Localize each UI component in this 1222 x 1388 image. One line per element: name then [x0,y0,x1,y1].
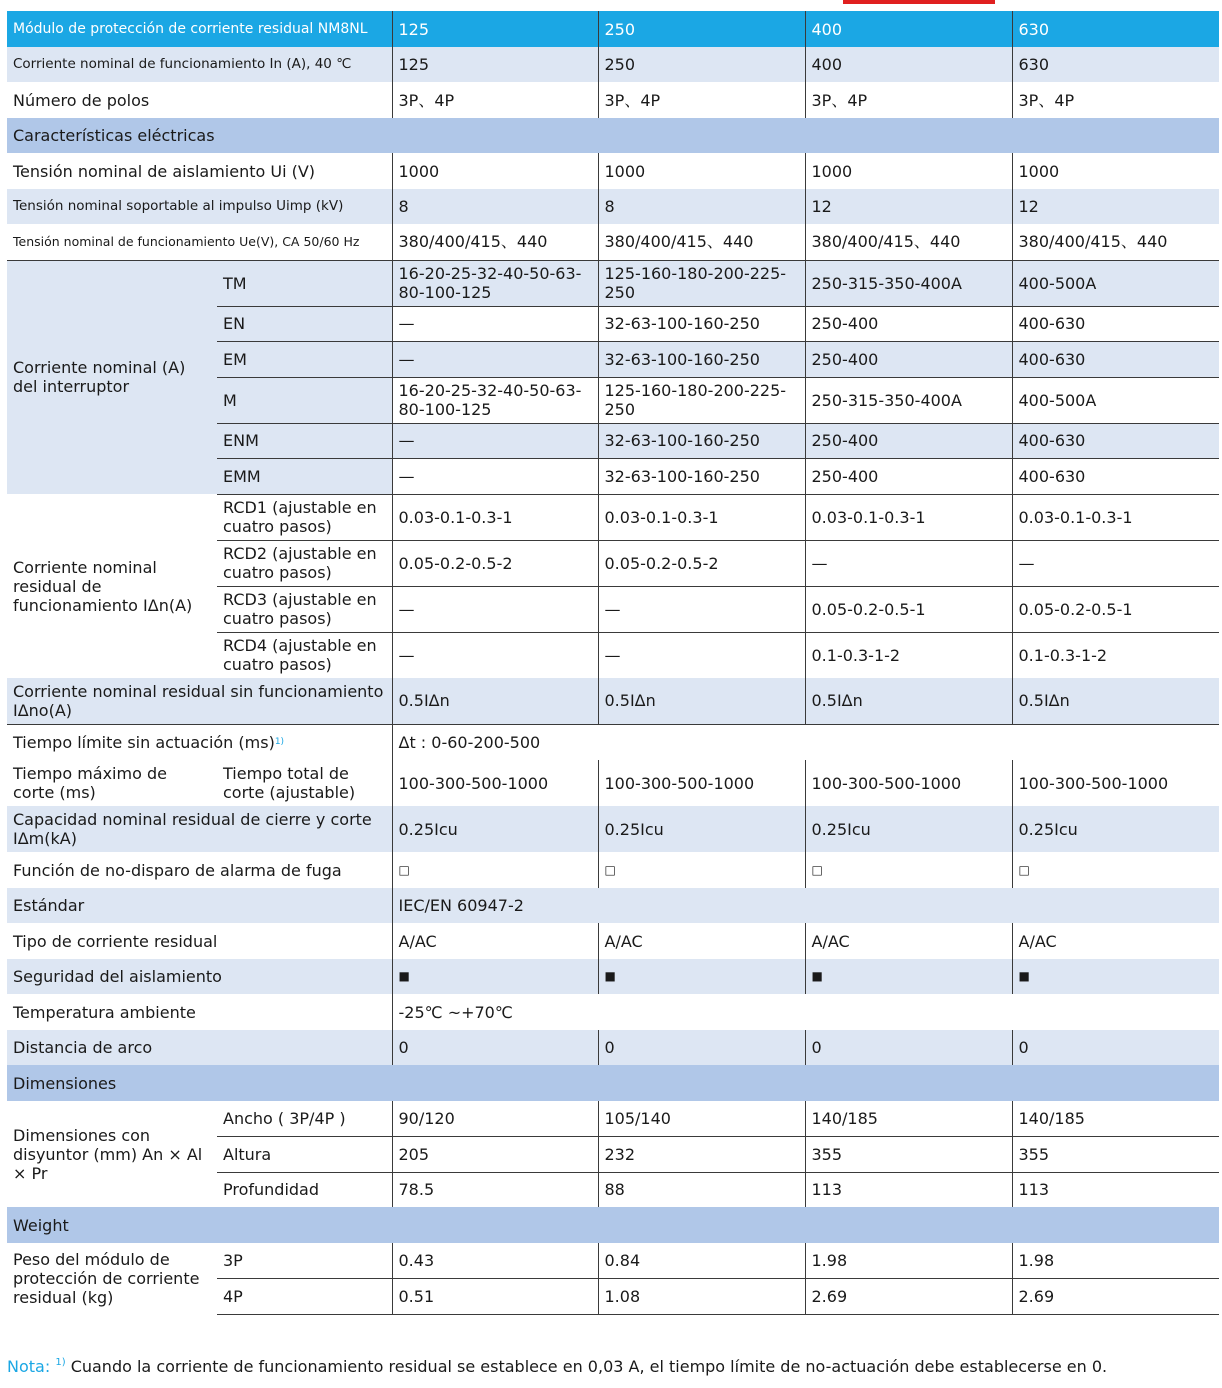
section-electrical [7,118,1219,153]
sub-label: RCD1 (ajustable en cuatro pasos) [223,498,377,536]
cell: 12 [805,189,1012,224]
row-arc [7,1030,1219,1065]
cell: — [805,540,1012,586]
cell: 113 [1012,1172,1219,1207]
row-label: Estándar [7,888,392,923]
cell: 0.1-0.3-1-2 [1012,632,1219,678]
header-title: Módulo de protección de corriente residual NM8NL [7,11,392,47]
row-label: Número de polos [13,90,150,110]
cell: 400-500A [1012,260,1219,306]
cell: 88 [598,1172,805,1207]
sub-label: EN [217,306,392,341]
cell: 100-300-500-1000 [805,760,1012,806]
cell: 0.03-0.1-0.3-1 [805,494,1012,540]
cell: 0.5IΔn [392,678,598,724]
cell: 1000 [1012,153,1219,189]
sub-label: 4P [217,1278,392,1314]
cell: 0.25Icu [805,806,1012,852]
row-label: Seguridad del aislamiento [7,959,392,994]
row-dim-width [7,1101,1219,1136]
cell: 8 [598,189,805,224]
sub-label: EM [217,341,392,377]
cell: 380/400/415、440 [598,224,805,260]
cell: — [598,586,805,632]
cell: 113 [805,1172,1012,1207]
cell: 0.5IΔn [805,678,1012,724]
header-col-1: 125 [392,11,598,47]
cell: 12 [1012,189,1219,224]
sub-label: Altura [217,1136,392,1172]
cell: A/AC [392,923,598,959]
cell: 400-630 [1012,458,1219,494]
spec-table [7,11,1219,1315]
sub-label: Tiempo total de corte (ajustable) [223,764,356,802]
row-ui [7,153,1219,189]
cell: 8 [392,189,598,224]
cell: 400-630 [1012,306,1219,341]
cell: 0 [805,1030,1012,1065]
cell: — [1012,540,1219,586]
row-label: Función de no-disparo de alarma de fuga [13,860,342,880]
row-uimp [7,189,1219,224]
cell: — [392,458,598,494]
cell-wide: -25℃ ~+70℃ [392,994,1219,1030]
cell: 0.05-0.2-0.5-1 [805,586,1012,632]
cell: 3P、4P [805,82,1012,118]
cell: A/AC [598,923,805,959]
cell: A/AC [1012,923,1219,959]
cell: 125-160-180-200-225-250 [598,260,805,306]
sub-label: 3P [223,1250,243,1270]
filled-square-icon: ■ [392,959,598,994]
cell: 380/400/415、440 [805,224,1012,260]
row-ue [7,224,1219,260]
cell: 0.84 [598,1243,805,1278]
cell: 140/185 [1012,1101,1219,1136]
sub-label: RCD2 (ajustable en cuatro pasos) [217,540,392,586]
cell: 380/400/415、440 [1012,224,1219,260]
cell: 1.08 [598,1278,805,1314]
cell: 16-20-25-32-40-50-63-80-100-125 [392,377,598,423]
cell: 250-400 [805,341,1012,377]
row-poles [7,82,1219,118]
cell: 125-160-180-200-225-250 [598,377,805,423]
row-label: Tipo de corriente residual [13,931,218,951]
top-red-tick [843,0,995,4]
row-alarm [7,852,1219,888]
row-label: Corriente nominal de funcionamiento In (A), 40 ℃ [7,47,392,82]
cell: 78.5 [392,1172,598,1207]
cell: 0.05-0.2-0.5-2 [392,540,598,586]
cell: 125 [392,47,598,82]
row-label: Tensión nominal de aislamiento Ui (V) [13,161,316,181]
cell: 380/400/415、440 [392,224,598,260]
empty-square-icon: □ [392,852,598,888]
cell: 0.5IΔn [598,678,805,724]
cell: 0.25Icu [1012,806,1219,852]
cell: 250 [598,47,805,82]
empty-square-icon: □ [805,852,1012,888]
footnote-ref: 1) [274,736,285,747]
cell: 32-63-100-160-250 [598,423,805,458]
cell: 250-400 [805,306,1012,341]
cell: 90/120 [392,1101,598,1136]
header-row [7,11,1219,47]
cell: 0.1-0.3-1-2 [805,632,1012,678]
section-title: Características eléctricas [7,118,1219,153]
cell: 250-315-350-400A [805,377,1012,423]
cell: 2.69 [1012,1278,1219,1314]
row-residual-type [7,923,1219,959]
cell: 3P、4P [1012,82,1219,118]
cell: 100-300-500-1000 [598,760,805,806]
row-label: Capacidad nominal residual de cierre y corte IΔm(kA) [7,806,392,852]
cell: 2.69 [805,1278,1012,1314]
cell: 0 [1012,1030,1219,1065]
cell: 0 [392,1030,598,1065]
cell: 205 [392,1136,598,1172]
cell: 630 [1012,47,1219,82]
breaker-group-label: Corriente nominal (A) del interruptor [7,260,217,494]
filled-square-icon: ■ [805,959,1012,994]
cell: 0.03-0.1-0.3-1 [1012,494,1219,540]
cell: 100-300-500-1000 [392,760,598,806]
cell: 0.05-0.2-0.5-2 [598,540,805,586]
rcd-group-label: Corriente nominal residual de funcionamiento IΔn(A) [13,557,193,615]
sub-label: EMM [217,458,392,494]
row-isolation [7,959,1219,994]
cell: 0.03-0.1-0.3-1 [598,494,805,540]
cell: 16-20-25-32-40-50-63-80-100-125 [392,260,598,306]
cell: 0.43 [392,1243,598,1278]
cell: 0.5IΔn [1012,678,1219,724]
cell: 1000 [805,153,1012,189]
cell: 250-400 [805,423,1012,458]
note-text: Cuando la corriente de funcionamiento residual se establece en 0,03 A, el tiempo límite de no-actuación debe establecerse en 0. [70,1357,1108,1376]
row-limit-time [7,724,1219,760]
row-label: Temperatura ambiente [13,1002,196,1022]
cell: 250-400 [805,458,1012,494]
cell: 0.05-0.2-0.5-1 [1012,586,1219,632]
cell: 3P、4P [598,82,805,118]
row-label: Distancia de arco [7,1030,392,1065]
cell: 1000 [392,153,598,189]
sub-label: TM [217,260,392,306]
cell: 3P、4P [392,82,598,118]
cell: 250-315-350-400A [805,260,1012,306]
cell: 400-500A [1012,377,1219,423]
cell: 32-63-100-160-250 [598,341,805,377]
dims-group-label: Dimensiones con disyuntor (mm) An × Al × Pr [13,1125,203,1183]
row-rated-current [7,47,1219,82]
row-standard [7,888,1219,923]
cell: 1000 [598,153,805,189]
row-label: Tensión nominal soportable al impulso Uimp (kV) [7,189,392,224]
row-breaker-tm [7,260,1219,306]
cell: — [392,341,598,377]
sub-label: Profundidad [217,1172,392,1207]
section-dimensions [7,1065,1219,1101]
header-col-2: 250 [598,11,805,47]
weight-group-label: Peso del módulo de protección de corriente residual (kg) [13,1250,200,1307]
cell: 0 [598,1030,805,1065]
cell: 400-630 [1012,341,1219,377]
section-weight [7,1207,1219,1243]
cell: 140/185 [805,1101,1012,1136]
filled-square-icon: ■ [598,959,805,994]
row-rcd1 [7,494,1219,540]
footnote [7,1357,1107,1376]
cell: 1.98 [805,1243,1012,1278]
filled-square-icon: ■ [1012,959,1219,994]
note-label: Nota: [7,1357,51,1376]
cell: 400-630 [1012,423,1219,458]
row-idno [7,678,1219,724]
cell-wide: IEC/EN 60947-2 [392,888,1219,923]
row-max-time [7,760,1219,806]
sub-label: M [217,377,392,423]
cell: 32-63-100-160-250 [598,458,805,494]
row-label: Tiempo máximo de corte (ms) [13,764,167,802]
note-ref: 1) [55,1357,66,1368]
cell: 105/140 [598,1101,805,1136]
cell: — [598,632,805,678]
sub-label: ENM [217,423,392,458]
sub-label: RCD3 (ajustable en cuatro pasos) [217,586,392,632]
cell: A/AC [805,923,1012,959]
sub-label: RCD4 (ajustable en cuatro pasos) [217,632,392,678]
section-title: Weight [7,1207,1219,1243]
row-label: Tensión nominal de funcionamiento Ue(V), CA 50/60 Hz [13,234,360,250]
cell: 0.25Icu [598,806,805,852]
cell: — [392,586,598,632]
sub-label: Ancho ( 3P/4P ) [223,1108,346,1128]
header-col-3: 400 [805,11,1012,47]
header-col-4: 630 [1012,11,1219,47]
row-temperature [7,994,1219,1030]
row-weight-3p [7,1243,1219,1278]
empty-square-icon: □ [598,852,805,888]
cell: 232 [598,1136,805,1172]
row-idm [7,806,1219,852]
cell: 0.25Icu [392,806,598,852]
cell: 355 [805,1136,1012,1172]
limit-label-text: Tiempo límite sin actuación (ms) [13,732,275,752]
cell: — [392,306,598,341]
cell: — [392,423,598,458]
cell-wide: Δt : 0-60-200-500 [392,724,1219,760]
cell: 1.98 [1012,1243,1219,1278]
cell: 400 [805,47,1012,82]
row-label [7,724,392,760]
cell: 355 [1012,1136,1219,1172]
cell: — [392,632,598,678]
row-label: Corriente nominal residual sin funcionamiento IΔno(A) [7,678,392,724]
cell: 0.51 [392,1278,598,1314]
section-title: Dimensiones [7,1065,1219,1101]
cell: 0.03-0.1-0.3-1 [392,494,598,540]
cell: 100-300-500-1000 [1012,760,1219,806]
cell: 32-63-100-160-250 [598,306,805,341]
empty-square-icon: □ [1012,852,1219,888]
